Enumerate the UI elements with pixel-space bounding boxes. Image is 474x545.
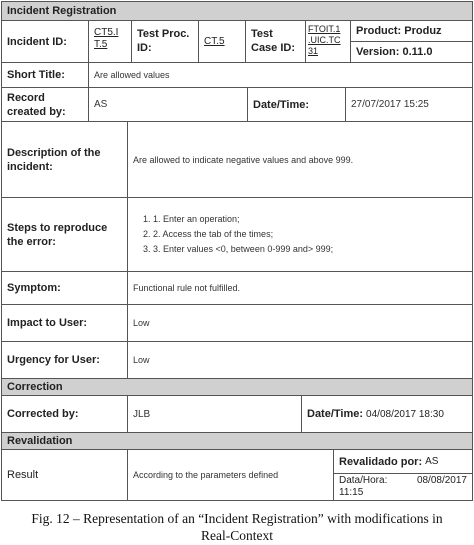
data-hora-label: Data/Hora: — [339, 475, 388, 486]
record-datetime-label: Date/Time: — [253, 98, 310, 111]
correction-datetime-value: 04/08/2017 18:30 — [366, 408, 444, 420]
test-case-value-line3: 31 — [308, 46, 319, 56]
test-proc-value-cell — [199, 21, 246, 63]
revalidado-label: Revalidado por: — [339, 455, 423, 468]
impact-value-cell — [128, 305, 472, 342]
steps-label-cell — [2, 198, 128, 272]
test-proc-label-line1: Test Proc. — [137, 28, 190, 40]
result-label-cell — [2, 450, 128, 500]
test-case-label-line1: Test — [251, 28, 273, 40]
record-value-cell — [89, 88, 248, 122]
data-hora-value-line2: 11:15 — [339, 487, 364, 498]
symptom-value-cell — [128, 272, 472, 305]
product-label: Product: Produz — [356, 25, 442, 37]
steps-list-item: 1. 1. Enter an operation; — [153, 212, 333, 227]
impact-value: Low — [133, 318, 150, 328]
short-title-label: Short Title: — [7, 69, 65, 81]
test-case-label-cell — [246, 21, 306, 63]
test-proc-label-cell — [132, 21, 199, 63]
result-value-cell — [128, 450, 334, 500]
data-hora-value-line1: 08/08/2017 — [416, 475, 467, 486]
form-title: Incident Registration — [7, 5, 117, 17]
symptom-value: Functional rule not fulfilled. — [133, 283, 241, 293]
corrected-by-label: Corrected by: — [7, 408, 79, 420]
incident-id-value-line1: CT5.I — [94, 27, 119, 38]
corrected-by-value: JLB — [133, 408, 151, 420]
revalidado-value: AS — [425, 456, 439, 467]
revalidation-section-title: Revalidation — [7, 435, 73, 447]
short-title-value: Are allowed values — [94, 70, 170, 80]
form-header — [2, 2, 472, 21]
incident-id-value-line2: T.5 — [94, 39, 108, 50]
incident-id-label-cell — [2, 21, 89, 63]
revalidado-cell — [334, 450, 472, 474]
figure-caption-line2: Real-Context — [201, 528, 273, 543]
description-value-cell — [128, 122, 472, 198]
record-datetime-value: 27/07/2017 15:25 — [351, 99, 429, 110]
steps-list-item: 3. 3. Enter values <0, between 0-999 and> 999; — [153, 242, 333, 257]
corrected-by-label-cell — [2, 396, 128, 433]
steps-label-line2: the error: — [7, 235, 56, 248]
correction-datetime-label: Date/Time: — [307, 408, 364, 420]
record-label-line2: created by: — [7, 106, 66, 118]
symptom-label: Symptom: — [7, 282, 61, 294]
impact-label: Impact to User: — [7, 317, 88, 329]
steps-list-item: 2. 2. Access the tab of the times; — [153, 227, 333, 242]
correction-datetime-cell — [302, 396, 472, 433]
test-proc-label-line2: ID: — [137, 42, 152, 54]
figure-caption-line1: Fig. 12 – Representation of an “Incident Registration” with modifications in — [31, 511, 443, 526]
result-value: According to the parameters defined — [133, 470, 279, 480]
record-label-line1: Record — [7, 92, 45, 104]
record-datetime-label-cell — [248, 88, 346, 122]
result-label: Result — [7, 469, 39, 481]
record-datetime-value-cell — [346, 88, 472, 122]
short-title-value-cell — [89, 63, 472, 88]
incident-id-value-cell — [89, 21, 132, 63]
description-label-line2: incident: — [7, 160, 53, 173]
urgency-label-cell — [2, 342, 128, 379]
correction-section-header — [2, 379, 472, 396]
description-value: Are allowed to indicate negative values and above 999. — [133, 154, 354, 165]
data-hora-cell — [334, 474, 472, 500]
test-case-label-line2: Case ID: — [251, 42, 296, 54]
description-label-line1: Description of the — [7, 146, 101, 159]
urgency-value-cell — [128, 342, 472, 379]
test-case-value-line2: .UIC.TC — [308, 35, 341, 45]
urgency-value: Low — [133, 355, 150, 365]
correction-section-title: Correction — [7, 381, 63, 393]
record-value: AS — [94, 99, 108, 110]
incident-id-label: Incident ID: — [7, 35, 67, 48]
incident-registration-form — [1, 1, 473, 501]
steps-label-line1: Steps to reproduce — [7, 221, 108, 234]
impact-label-cell — [2, 305, 128, 342]
test-proc-value: CT.5 — [204, 35, 225, 47]
test-case-value-cell — [306, 21, 351, 63]
version-cell — [351, 42, 472, 63]
record-label-cell — [2, 88, 89, 122]
steps-value-cell — [128, 198, 472, 272]
version-label: Version: 0.11.0 — [356, 46, 433, 58]
test-case-value-line1: FTOIT.1 — [308, 24, 341, 34]
figure-caption — [0, 510, 474, 544]
urgency-label: Urgency for User: — [7, 354, 100, 366]
revalidation-section-header — [2, 433, 472, 450]
short-title-label-cell — [2, 63, 89, 88]
description-label-cell — [2, 122, 128, 198]
product-cell — [351, 21, 472, 42]
steps-list — [133, 212, 333, 257]
corrected-by-value-cell — [128, 396, 302, 433]
symptom-label-cell — [2, 272, 128, 305]
